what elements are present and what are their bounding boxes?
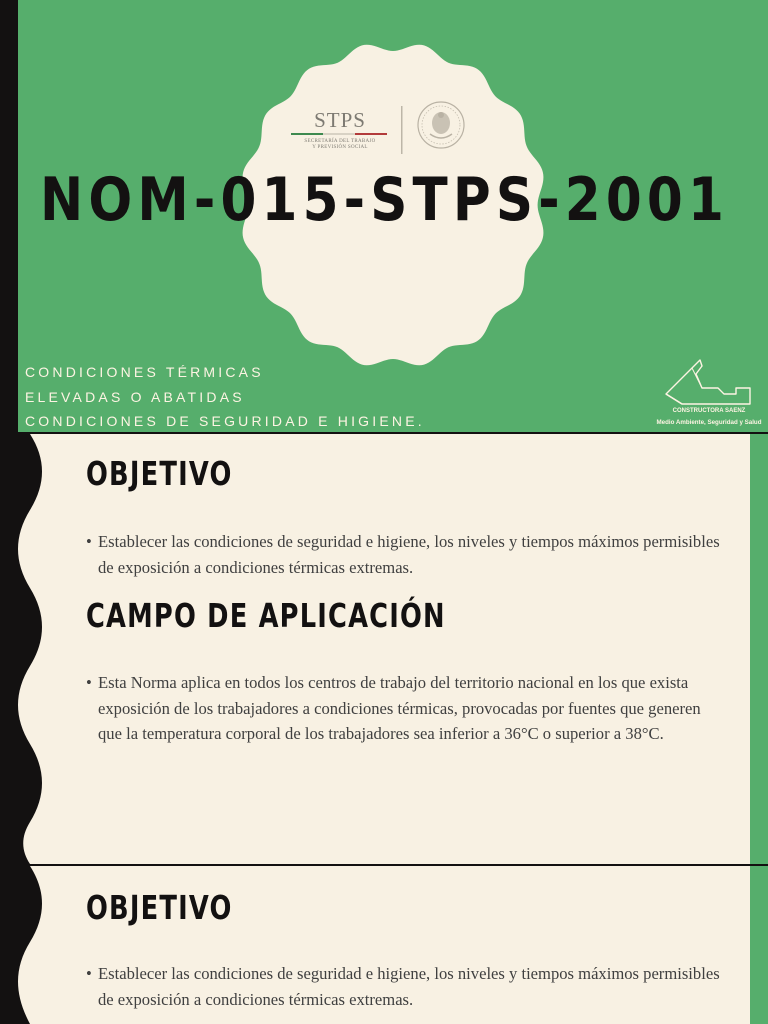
company-tagline: Medio Ambiente, Seguridad y Salud — [656, 419, 762, 426]
bullet-dot: • — [86, 964, 92, 983]
stps-subtitle: SECRETARÍA DEL TRABAJO Y PREVISIÓN SOCIAL — [304, 139, 376, 150]
content-slide-2 — [0, 866, 768, 1024]
right-green-strip — [750, 866, 768, 1024]
main-title: NOM-015-STPS-2001 — [40, 165, 730, 235]
left-dark-strip — [0, 0, 18, 432]
bullet-text: Esta Norma aplica en todos los centros de trabajo del territorio nacional en los que exista exposición de los trabajadores a condiciones térmicas, provocadas por fuentes que generen que la temperatura corporal de los trabajadores sea inferior a 36°C o superior a 38°C. — [98, 673, 701, 743]
title-slide — [0, 0, 768, 432]
heading-objetivo: OBJETIVO — [86, 888, 233, 927]
bullet-dot: • — [86, 532, 92, 551]
subtitle-line: CONDICIONES DE SEGURIDAD E HIGIENE. — [25, 413, 425, 429]
bullet-campo — [86, 670, 726, 747]
bullet-dot: • — [86, 673, 92, 692]
subtitle-line: CONDICIONES TÉRMICAS — [25, 364, 264, 380]
heading-campo-de-aplicacion: CAMPO DE APLICACIÓN — [86, 596, 446, 635]
bullet-text: Establecer las condiciones de seguridad e higiene, los niveles y tiempos máximos permisibles de exposición a condiciones térmicas extremas. — [98, 532, 720, 577]
stps-acronym: STPS — [314, 108, 366, 132]
subtitle-line: ELEVADAS O ABATIDAS — [25, 388, 245, 405]
constructora-logo-icon — [662, 358, 754, 410]
company-name: CONSTRUCTORA SAENZ — [672, 408, 746, 414]
content-slide-1 — [0, 434, 768, 864]
heading-objetivo: OBJETIVO — [86, 454, 233, 493]
wavy-left-border — [0, 866, 60, 1024]
bullet-objetivo — [86, 529, 726, 580]
bullet-objetivo — [86, 961, 726, 1012]
wavy-left-border — [0, 434, 60, 864]
mexico-seal-icon — [416, 100, 466, 150]
right-green-strip — [750, 434, 768, 864]
bullet-text: Establecer las condiciones de seguridad e higiene, los niveles y tiempos máximos permisibles de exposición a condiciones térmicas extremas. — [98, 964, 720, 1009]
subtitle — [25, 360, 425, 432]
